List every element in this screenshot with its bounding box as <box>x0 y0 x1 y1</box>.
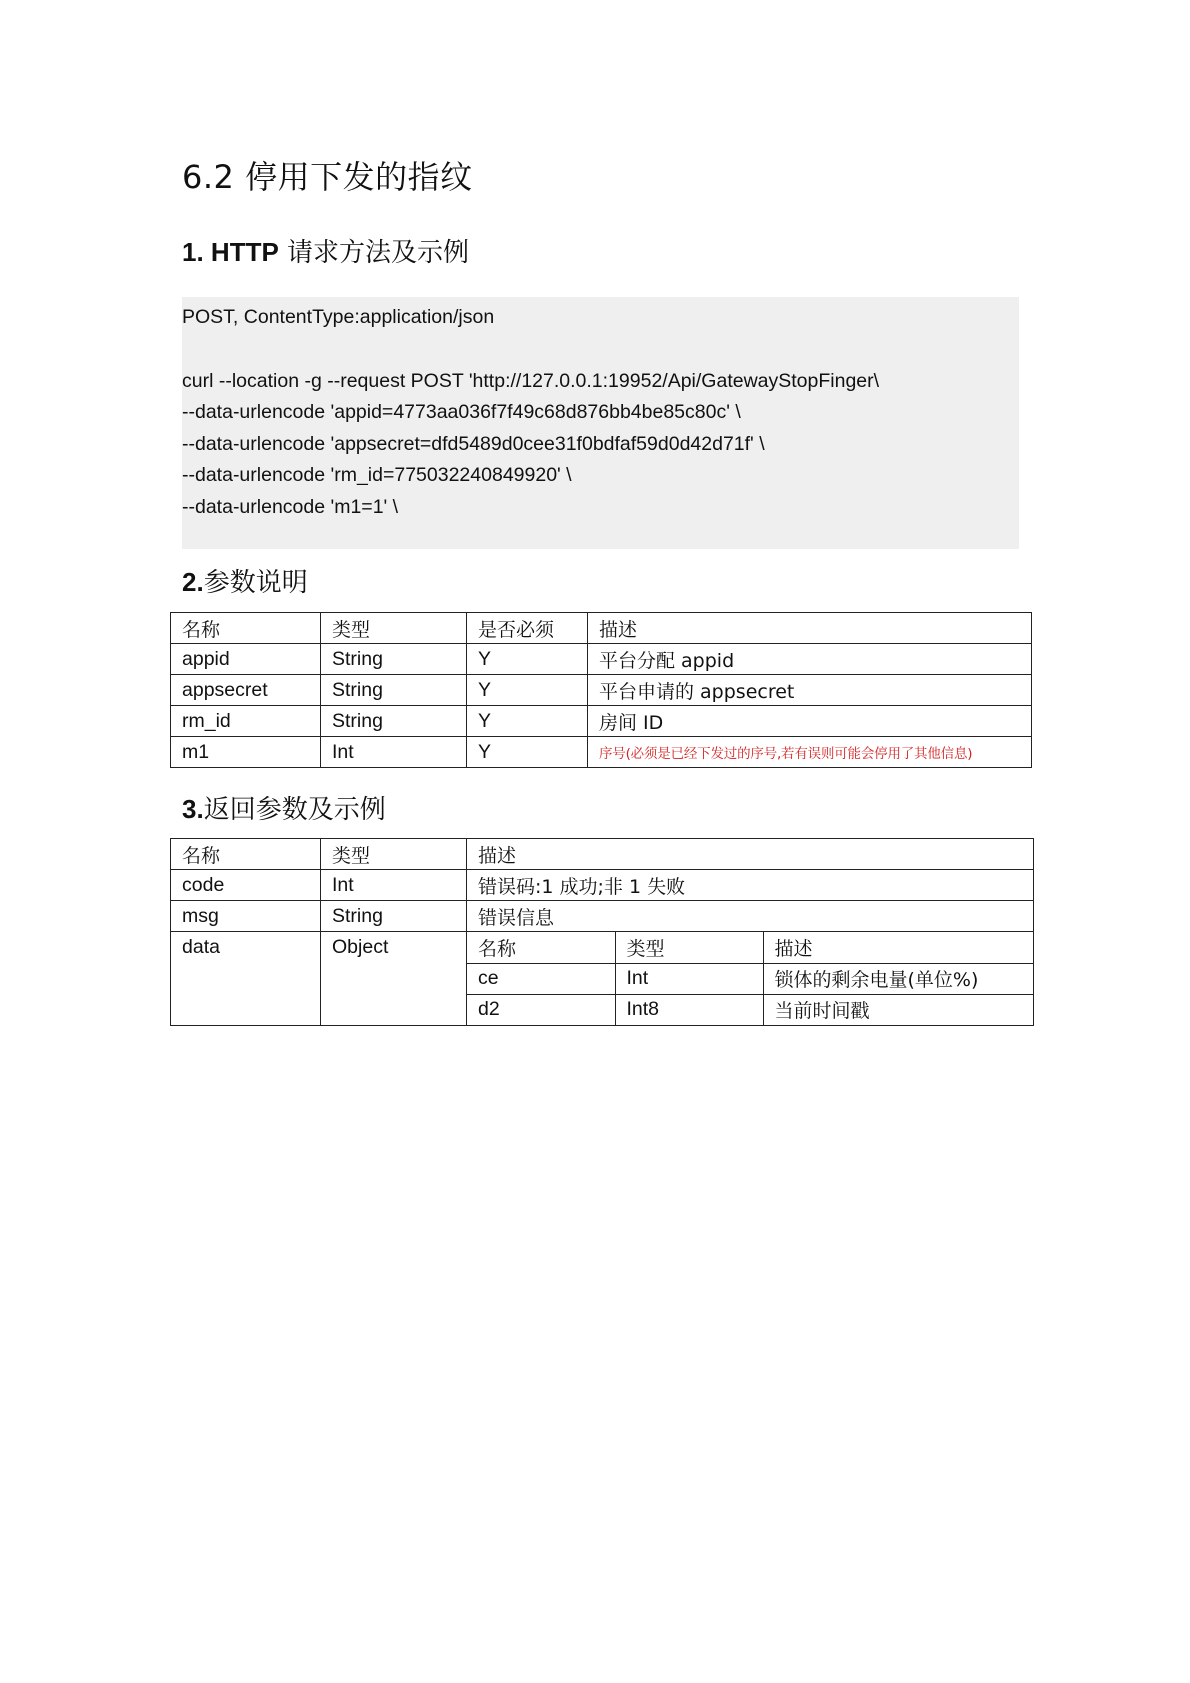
table-header-row <box>171 613 1032 644</box>
table-cell: 房间 ID <box>588 706 1032 737</box>
table-cell: code <box>171 870 321 901</box>
header-cell: 类型 <box>615 932 763 963</box>
section-number: 2. <box>182 567 204 597</box>
nested-row <box>467 994 1034 1025</box>
table-cell: Y <box>467 706 588 737</box>
code-line: curl --location -g --request POST 'http://127.0.0.1:19952/Api/GatewayStopFinger\ <box>182 370 880 392</box>
code-line: --data-urlencode 'rm_id=775032240849920' \ <box>182 464 572 486</box>
table-cell: String <box>321 675 467 706</box>
header-cell: 描述 <box>763 932 1034 963</box>
header-cell: 描述 <box>588 613 1032 644</box>
table-cell: appsecret <box>171 675 321 706</box>
table-cell: Y <box>467 737 588 768</box>
warning-note: 序号(必须是已经下发过的序号,若有误则可能会停用了其他信息) <box>588 737 1032 768</box>
table-cell: rm_id <box>171 706 321 737</box>
code-line: --data-urlencode 'm1=1' \ <box>182 496 399 518</box>
table-cell: appid <box>171 644 321 675</box>
code-line: --data-urlencode 'appsecret=dfd5489d0cee31f0bdfaf59d0d42d71f' \ <box>182 433 765 455</box>
header-cell: 类型 <box>321 839 467 870</box>
table-cell: 当前时间戳 <box>763 994 1034 1025</box>
params-table <box>170 612 1032 768</box>
section-title <box>204 238 469 268</box>
table-cell: 错误码:1 成功;非 1 失败 <box>467 870 1034 901</box>
table-row <box>171 870 1034 901</box>
response-table <box>170 838 1034 1026</box>
table-row <box>171 675 1032 706</box>
table-cell: Int <box>321 870 467 901</box>
table-cell: String <box>321 706 467 737</box>
table-cell: Object <box>321 932 467 1026</box>
section-heading-params <box>182 562 308 599</box>
table-cell: String <box>321 644 467 675</box>
section-title: 参数说明 <box>203 568 308 598</box>
section-number: 1. <box>182 237 204 267</box>
table-cell: d2 <box>467 994 615 1025</box>
nested-header-row <box>467 932 1034 963</box>
section-number: 3. <box>182 794 204 824</box>
section-title-http-word: HTTP <box>203 237 279 267</box>
table-row <box>171 706 1032 737</box>
page-title: 6.2 停用下发的指纹 <box>182 158 473 196</box>
table-cell: Int <box>321 737 467 768</box>
table-cell: Int8 <box>615 994 763 1025</box>
table-row <box>171 644 1032 675</box>
header-cell: 名称 <box>171 613 321 644</box>
table-cell: 平台分配 appid <box>588 644 1032 675</box>
table-cell: Y <box>467 644 588 675</box>
table-cell: Y <box>467 675 588 706</box>
table-cell: ce <box>467 963 615 994</box>
table-cell: String <box>321 901 467 932</box>
code-block <box>182 297 1019 549</box>
table-cell: m1 <box>171 737 321 768</box>
table-cell: msg <box>171 901 321 932</box>
table-cell: Int <box>615 963 763 994</box>
nested-row <box>467 963 1034 994</box>
table-cell: 错误信息 <box>467 901 1034 932</box>
table-row <box>171 932 1034 1026</box>
section-title: 返回参数及示例 <box>203 795 386 825</box>
table-row <box>171 901 1034 932</box>
table-cell: data <box>171 932 321 1026</box>
header-cell: 是否必须 <box>467 613 588 644</box>
code-line: --data-urlencode 'appid=4773aa036f7f49c68d876bb4be85c80c' \ <box>182 401 741 423</box>
header-cell: 类型 <box>321 613 467 644</box>
nested-data-table <box>467 932 1034 1025</box>
header-cell: 描述 <box>467 839 1034 870</box>
section-heading-response <box>182 789 386 826</box>
code-line: POST, ContentType:application/json <box>182 306 495 328</box>
table-header-row <box>171 839 1034 870</box>
section-title-rest: 请求方法及示例 <box>278 238 470 268</box>
header-cell: 名称 <box>467 932 615 963</box>
table-cell: 锁体的剩余电量(单位%) <box>763 963 1034 994</box>
section-heading-http <box>182 232 469 269</box>
header-cell: 名称 <box>171 839 321 870</box>
table-cell: 平台申请的 appsecret <box>588 675 1032 706</box>
table-row <box>171 737 1032 768</box>
nested-table-cell <box>467 932 1034 1026</box>
